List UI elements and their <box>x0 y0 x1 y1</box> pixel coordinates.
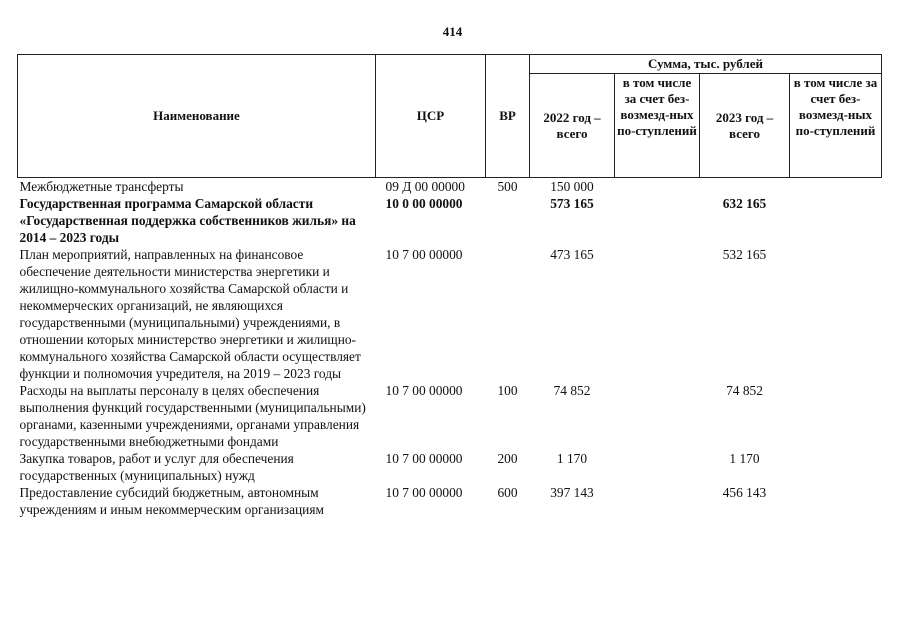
row-2023-free <box>790 178 882 196</box>
row-2022-free <box>615 484 700 518</box>
row-2022-free <box>615 195 700 246</box>
row-csr: 10 7 00 00000 <box>385 485 463 500</box>
row-2023-total: 74 852 <box>726 383 763 398</box>
row-2022-total: 74 852 <box>553 383 591 398</box>
row-2023-total: 532 165 <box>722 247 767 262</box>
table-row <box>18 484 882 518</box>
row-name: Межбюджетные трансферты <box>19 179 184 194</box>
header-2023-total: 2023 год – всего <box>700 74 790 178</box>
header-csr: ЦСР <box>376 55 486 178</box>
row-2023-total: 456 143 <box>722 485 767 500</box>
table-row <box>18 195 882 246</box>
row-vr <box>486 246 530 382</box>
row-name: Закупка товаров, работ и услуг для обеспечения государственных (муниципальных) нужд <box>19 451 294 483</box>
row-2023-total: 1 170 <box>729 451 760 466</box>
row-2022-free <box>615 382 700 450</box>
row-vr <box>486 195 530 246</box>
table-header <box>18 55 882 178</box>
row-2023-free <box>790 450 882 484</box>
table-row <box>18 178 882 196</box>
row-csr: 09 Д 00 00000 <box>385 179 465 194</box>
row-2022-total: 397 143 <box>550 485 594 500</box>
row-csr: 10 0 00 00000 <box>385 196 463 211</box>
header-name: Наименование <box>18 55 376 178</box>
header-sum-group: Сумма, тыс. рублей <box>530 55 882 74</box>
row-vr: 600 <box>497 485 518 500</box>
row-2022-total: 150 000 <box>550 179 594 194</box>
table-row <box>18 382 882 450</box>
row-2022-total: 473 165 <box>550 247 594 262</box>
row-2022-free <box>615 246 700 382</box>
row-2023-free <box>790 484 882 518</box>
row-vr: 200 <box>497 451 518 466</box>
row-2023-free <box>790 382 882 450</box>
row-2023-free <box>790 246 882 382</box>
row-name: План мероприятий, направленных на финансовое обеспечение деятельности министерства энергетики и жилищно-коммунального хозяйства Самарской области и некоммерческих организаций, не являющихся государственными (муниципальными) учреждениями, в отношении которых министерство энергетики и жилищно-коммунального хозяйства Самарской области осуществляет функции и полномочия учредителя, на 2019 – 2023 годы <box>19 247 361 381</box>
row-csr: 10 7 00 00000 <box>385 247 463 262</box>
row-2023-free <box>790 195 882 246</box>
row-2023-total: 632 165 <box>722 196 767 211</box>
header-2023-free: в том числе за счет без-возмезд-ных по-ступлений <box>790 74 882 178</box>
row-name: Предоставление субсидий бюджетным, автономным учреждениям и иным некоммерческим организациям <box>19 485 324 517</box>
row-2022-free <box>615 450 700 484</box>
row-2023-total <box>700 178 790 196</box>
row-name: Государственная программа Самарской области «Государственная поддержка собственников жилья» на 2014 – 2023 годы <box>19 196 356 245</box>
table-body <box>18 178 882 519</box>
budget-table-container <box>17 54 882 518</box>
row-name: Расходы на выплаты персоналу в целях обеспечения выполнения функций государственными (муниципальными) органами, казенными учреждениями, органами управления государственными внебюджетными фондами <box>19 383 366 449</box>
header-2022-total: 2022 год – всего <box>530 74 615 178</box>
table-row <box>18 246 882 382</box>
budget-table <box>17 54 882 518</box>
row-csr: 10 7 00 00000 <box>385 451 463 466</box>
row-csr: 10 7 00 00000 <box>385 383 463 398</box>
page-number: 414 <box>442 24 463 39</box>
header-2022-free: в том числе за счет без-возмезд-ных по-ступлений <box>615 74 700 178</box>
row-2022-total: 573 165 <box>550 196 594 211</box>
row-vr: 500 <box>497 179 518 194</box>
row-2022-free <box>615 178 700 196</box>
header-vr: ВР <box>486 55 530 178</box>
row-vr: 100 <box>497 383 518 398</box>
table-row <box>18 450 882 484</box>
row-2022-total: 1 170 <box>556 451 588 466</box>
